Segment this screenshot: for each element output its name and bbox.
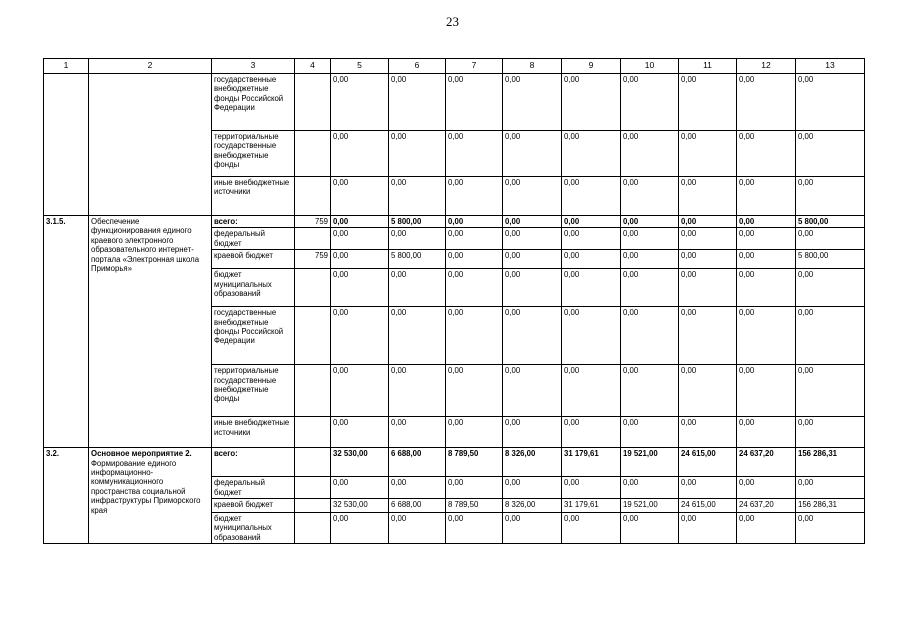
value-cell: 0,00 [737,365,796,417]
item-name-cell [89,448,212,544]
value-cell: 0,00 [562,365,621,417]
value-cell: 0,00 [331,74,389,131]
value-cell: 0,00 [562,307,621,365]
item-name-bold: Основное мероприятие 2. [91,449,192,459]
value-cell: 0,00 [446,477,503,499]
value-cell: 19 521,00 [621,499,679,513]
value-cell: 0,00 [562,177,621,216]
value-cell: 24 615,00 [679,499,737,513]
value-cell: 0,00 [737,307,796,365]
value-cell: 6 688,00 [389,499,446,513]
value-cell: 0,00 [446,417,503,448]
value-cell: 0,00 [737,131,796,177]
value-cell: 0,00 [796,228,865,250]
header-cell: 8 [503,59,562,74]
funding-source-cell: государственные внебюджетные фонды Российской Федерации [212,307,295,365]
value-cell: 0,00 [737,177,796,216]
value-cell: 0,00 [562,477,621,499]
header-cell: 4 [295,59,331,74]
funding-source-cell: иные внебюджетные источники [212,177,295,216]
page-number: 23 [446,14,459,29]
code-cell [295,417,331,448]
value-cell: 0,00 [389,74,446,131]
value-cell: 0,00 [331,228,389,250]
value-cell: 0,00 [562,269,621,307]
value-cell: 0,00 [562,417,621,448]
value-cell: 0,00 [503,307,562,365]
value-cell: 0,00 [737,250,796,269]
value-cell: 0,00 [331,131,389,177]
value-cell: 32 530,00 [331,448,389,477]
header-cell: 6 [389,59,446,74]
value-cell: 24 615,00 [679,448,737,477]
value-cell: 0,00 [679,228,737,250]
code-cell [295,74,331,131]
value-cell: 0,00 [446,131,503,177]
header-cell: 1 [44,59,89,74]
value-cell: 24 637,20 [737,448,796,477]
value-cell: 0,00 [737,513,796,544]
value-cell: 0,00 [621,307,679,365]
value-cell: 0,00 [737,477,796,499]
item-name-text: Формирование единого информационно-коммуникационного пространства социальной инфраструктуры Приморского края [91,458,201,515]
value-cell: 0,00 [331,250,389,269]
value-cell: 0,00 [331,477,389,499]
value-cell: 0,00 [389,269,446,307]
code-cell [295,228,331,250]
value-cell: 5 800,00 [389,250,446,269]
value-cell: 0,00 [621,417,679,448]
value-cell: 8 789,50 [446,499,503,513]
value-cell: 0,00 [562,228,621,250]
value-cell: 0,00 [679,417,737,448]
value-cell: 0,00 [389,417,446,448]
value-cell: 0,00 [796,74,865,131]
value-cell: 0,00 [562,250,621,269]
funding-source-cell: краевой бюджет [212,499,295,513]
value-cell: 0,00 [389,177,446,216]
value-cell: 0,00 [796,307,865,365]
code-cell [295,307,331,365]
value-cell: 0,00 [446,216,503,228]
value-cell: 0,00 [389,513,446,544]
code-cell [295,177,331,216]
header-cell: 7 [446,59,503,74]
value-cell: 8 326,00 [503,448,562,477]
value-cell: 0,00 [503,228,562,250]
value-cell: 0,00 [389,228,446,250]
value-cell: 0,00 [621,365,679,417]
value-cell: 0,00 [446,177,503,216]
table-row [44,448,865,477]
value-cell: 0,00 [331,307,389,365]
value-cell: 0,00 [331,269,389,307]
value-cell: 0,00 [621,228,679,250]
value-cell: 0,00 [621,269,679,307]
value-cell: 0,00 [562,131,621,177]
funding-source-cell: федеральный бюджет [212,477,295,499]
value-cell: 0,00 [503,250,562,269]
value-cell: 0,00 [621,477,679,499]
value-cell: 0,00 [737,228,796,250]
funding-source-cell: краевой бюджет [212,250,295,269]
header-cell: 11 [679,59,737,74]
value-cell: 6 688,00 [389,448,446,477]
header-cell: 12 [737,59,796,74]
value-cell: 0,00 [503,74,562,131]
value-cell: 31 179,61 [562,499,621,513]
funding-source-cell: иные внебюджетные источники [212,417,295,448]
value-cell: 0,00 [503,417,562,448]
code-cell: 759 [295,216,331,228]
value-cell: 0,00 [621,131,679,177]
value-cell: 0,00 [389,307,446,365]
value-cell: 0,00 [796,513,865,544]
code-cell [295,365,331,417]
funding-source-cell: государственные внебюджетные фонды Российской Федерации [212,74,295,131]
value-cell: 8 789,50 [446,448,503,477]
value-cell: 0,00 [503,513,562,544]
value-cell: 0,00 [446,365,503,417]
code-cell [295,499,331,513]
item-name-cell [89,74,212,216]
value-cell: 0,00 [562,513,621,544]
value-cell: 0,00 [737,417,796,448]
value-cell: 0,00 [621,250,679,269]
value-cell: 0,00 [331,177,389,216]
funding-source-cell: территориальные государственные внебюджетные фонды [212,131,295,177]
value-cell: 0,00 [679,74,737,131]
value-cell: 5 800,00 [389,216,446,228]
value-cell: 0,00 [389,365,446,417]
value-cell: 0,00 [796,177,865,216]
row-number-cell [44,74,89,216]
header-cell: 10 [621,59,679,74]
value-cell: 32 530,00 [331,499,389,513]
value-cell: 0,00 [621,74,679,131]
value-cell: 31 179,61 [562,448,621,477]
value-cell: 0,00 [679,250,737,269]
value-cell: 0,00 [737,269,796,307]
value-cell: 0,00 [331,365,389,417]
code-cell [295,131,331,177]
value-cell: 0,00 [503,131,562,177]
value-cell: 5 800,00 [796,216,865,228]
value-cell: 0,00 [737,74,796,131]
value-cell: 0,00 [679,177,737,216]
value-cell: 0,00 [446,74,503,131]
value-cell: 0,00 [503,477,562,499]
value-cell: 156 286,31 [796,448,865,477]
value-cell: 5 800,00 [796,250,865,269]
value-cell: 0,00 [331,513,389,544]
value-cell: 0,00 [562,74,621,131]
value-cell: 0,00 [331,417,389,448]
table-body [44,59,865,544]
value-cell: 0,00 [503,216,562,228]
row-number-cell: 3.1.5. [44,216,89,448]
funding-source-cell: всего: [212,448,295,477]
funding-source-cell: бюджет муниципальных образований [212,269,295,307]
value-cell: 0,00 [679,365,737,417]
funding-source-cell: федеральный бюджет [212,228,295,250]
value-cell: 0,00 [679,477,737,499]
value-cell: 0,00 [621,177,679,216]
table-row [44,74,865,131]
value-cell: 24 637,20 [737,499,796,513]
code-cell [295,269,331,307]
table-row [44,216,865,228]
value-cell: 0,00 [503,177,562,216]
header-row [44,59,865,74]
header-cell: 9 [562,59,621,74]
value-cell: 0,00 [562,216,621,228]
value-cell: 0,00 [796,131,865,177]
code-cell [295,477,331,499]
code-cell [295,513,331,544]
code-cell [295,448,331,477]
value-cell: 0,00 [331,216,389,228]
value-cell: 0,00 [446,513,503,544]
value-cell: 0,00 [446,307,503,365]
funding-source-cell: территориальные государственные внебюджетные фонды [212,365,295,417]
value-cell: 0,00 [679,269,737,307]
value-cell: 0,00 [737,216,796,228]
value-cell: 0,00 [679,131,737,177]
value-cell: 0,00 [679,307,737,365]
item-name-text: Обеспечение функционирования единого краевого электронного образовательного интернет-портала «Электронная школа Приморья» [91,217,200,274]
value-cell: 0,00 [503,269,562,307]
code-cell: 759 [295,250,331,269]
funding-source-cell: всего: [212,216,295,228]
header-cell: 3 [212,59,295,74]
header-cell: 2 [89,59,212,74]
value-cell: 0,00 [389,477,446,499]
value-cell: 0,00 [446,250,503,269]
value-cell: 0,00 [796,365,865,417]
header-cell: 5 [331,59,389,74]
value-cell: 0,00 [621,216,679,228]
value-cell: 0,00 [503,365,562,417]
value-cell: 8 326,00 [503,499,562,513]
value-cell: 19 521,00 [621,448,679,477]
header-cell: 13 [796,59,865,74]
value-cell: 0,00 [621,513,679,544]
row-number-cell: 3.2. [44,448,89,544]
value-cell: 156 286,31 [796,499,865,513]
value-cell: 0,00 [796,477,865,499]
item-name-cell [89,216,212,448]
value-cell: 0,00 [796,417,865,448]
value-cell: 0,00 [446,228,503,250]
value-cell: 0,00 [796,269,865,307]
value-cell: 0,00 [446,269,503,307]
budget-table [43,58,865,544]
value-cell: 0,00 [679,513,737,544]
funding-source-cell: бюджет муниципальных образований [212,513,295,544]
value-cell: 0,00 [679,216,737,228]
value-cell: 0,00 [389,131,446,177]
